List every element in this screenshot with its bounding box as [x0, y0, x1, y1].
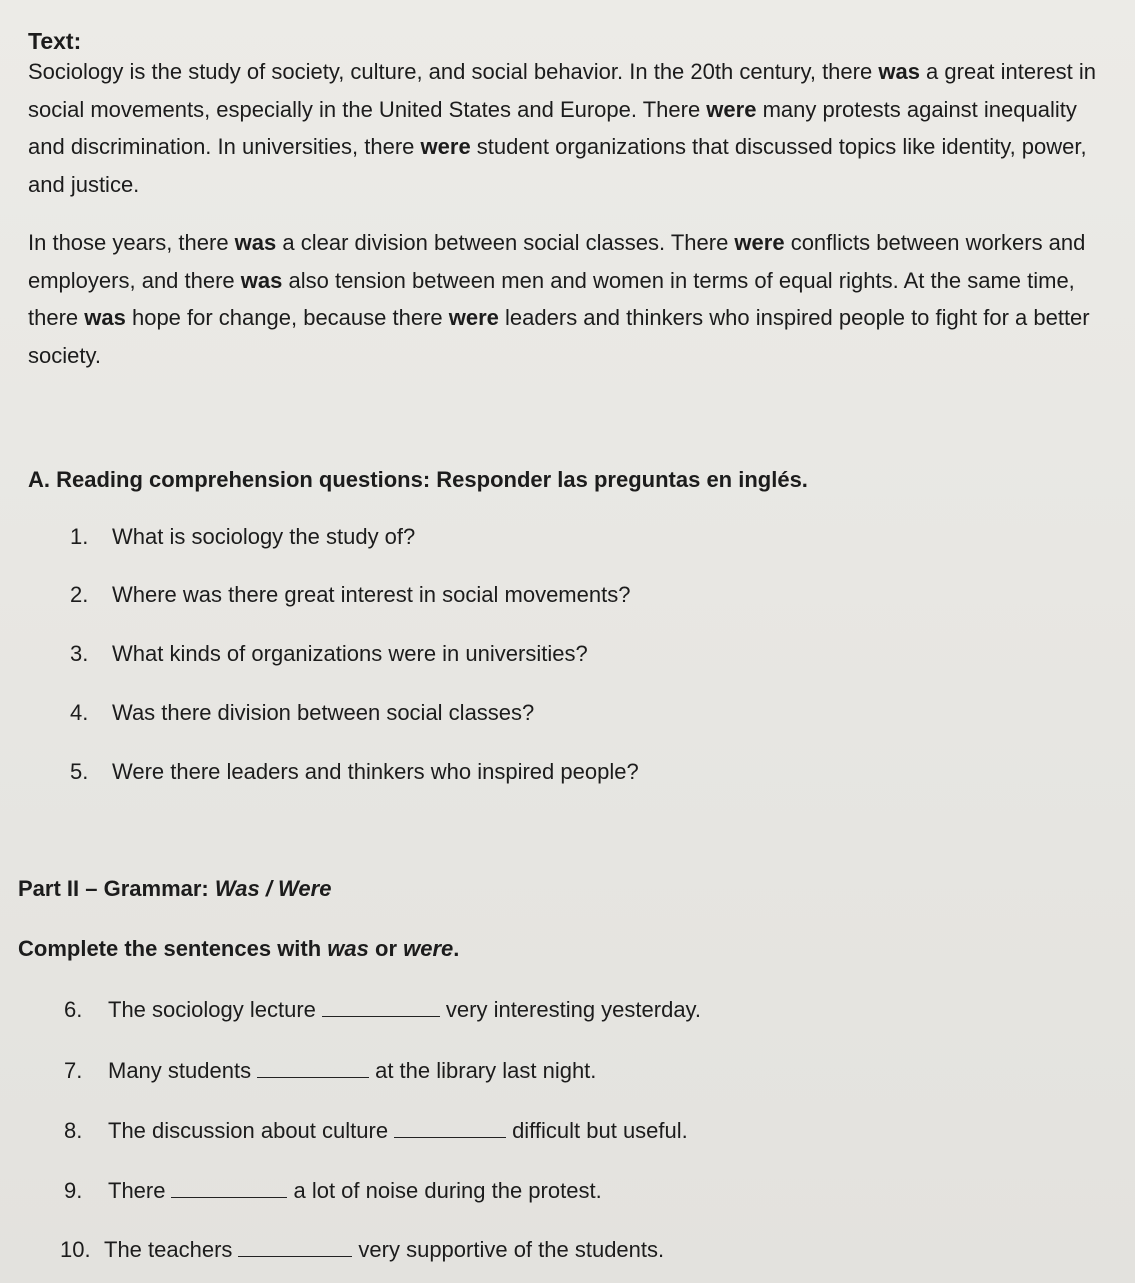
- instruction-end: .: [453, 936, 460, 961]
- p2-seg: also tension between men and women in terms of equal rights. At the same time, there: [28, 267, 1075, 330]
- instruction-were: were: [403, 936, 454, 961]
- p1-bold: were: [420, 134, 471, 159]
- question-number: 1.: [70, 524, 89, 549]
- p2-bold: was: [84, 305, 126, 330]
- sentence-number: 7.: [64, 1058, 83, 1083]
- sentence-before: There: [108, 1178, 166, 1203]
- sentence-before: The discussion about culture: [108, 1118, 389, 1143]
- p1-seg: a great interest in social movements, especially in the United States and Europe. There: [28, 59, 1097, 122]
- part-2-heading-italic: Was / Were: [214, 876, 332, 901]
- p2-seg: hope for change, because there: [125, 305, 449, 330]
- sentence-after: difficult but useful.: [512, 1118, 688, 1143]
- part-2-heading-prefix: Part II – Grammar:: [18, 876, 215, 901]
- question-number: 4.: [70, 700, 89, 725]
- p2-seg: leaders and thinkers who inspired people to fight for a better society.: [28, 305, 1090, 368]
- p1-bold: were: [706, 96, 757, 122]
- p1-seg: many protests against inequality and discrimination. In universities, there: [28, 96, 1077, 159]
- text-label: Text:: [28, 28, 82, 54]
- section-a-heading: A. Reading comprehension questions: Responder las preguntas en inglés.: [28, 467, 808, 492]
- sentence-number: 9.: [64, 1178, 83, 1203]
- part-2-instruction: [18, 936, 459, 962]
- sentence-after: very supportive of the students.: [358, 1237, 665, 1262]
- question-text: Were there leaders and thinkers who inspired people?: [112, 759, 639, 784]
- sentence-after: very interesting yesterday.: [445, 997, 702, 1022]
- answer-blank-6[interactable]: [322, 998, 440, 1017]
- p2-bold: were: [448, 305, 499, 330]
- question-3: [70, 641, 588, 667]
- sentence-number: 6.: [64, 997, 83, 1022]
- instruction-prefix: Complete the sentences with: [18, 936, 328, 961]
- sentence-9: [64, 1178, 602, 1204]
- question-text: Was there division between social classes?: [112, 700, 535, 725]
- question-1: [70, 524, 415, 550]
- answer-blank-9[interactable]: [171, 1179, 287, 1198]
- question-text: What is sociology the study of?: [112, 524, 416, 549]
- p2-bold: was: [240, 267, 283, 293]
- question-4: [70, 700, 534, 726]
- question-number: 5.: [70, 759, 89, 784]
- p2-bold: were: [734, 230, 785, 255]
- p1-bold: was: [878, 59, 920, 84]
- question-text: Where was there great interest in social movements?: [112, 582, 631, 607]
- p2-bold: was: [234, 230, 277, 255]
- p2-seg: conflicts between workers and employers, and there: [28, 230, 1086, 293]
- sentence-number: 8.: [64, 1118, 83, 1143]
- part-2-heading: [18, 876, 331, 902]
- sentence-after: at the library last night.: [375, 1058, 597, 1083]
- sentence-10: [60, 1237, 664, 1263]
- sentence-8: [64, 1118, 688, 1144]
- p1-seg: Sociology is the study of society, culture, and social behavior. In the 20th century, there: [28, 59, 879, 84]
- p2-seg: In those years, there: [28, 230, 235, 255]
- instruction-was: was: [327, 936, 369, 961]
- sentence-number: 10.: [60, 1237, 91, 1262]
- answer-blank-10[interactable]: [238, 1238, 352, 1257]
- sentence-before: Many students: [108, 1058, 252, 1083]
- sentence-before: The sociology lecture: [108, 997, 316, 1022]
- p1-seg: student organizations that discussed topics like identity, power, and justice.: [28, 134, 1087, 197]
- sentence-6: [64, 997, 701, 1023]
- paragraph-2: [28, 224, 1108, 374]
- question-number: 3.: [70, 641, 89, 666]
- question-5: [70, 759, 639, 785]
- p2-seg: a clear division between social classes. There: [276, 230, 735, 255]
- question-number: 2.: [70, 582, 89, 607]
- question-2: [70, 582, 630, 608]
- sentence-before: The teachers: [104, 1237, 233, 1262]
- paragraph-1: [28, 53, 1108, 203]
- instruction-or: or: [368, 936, 404, 961]
- question-text: What kinds of organizations were in universities?: [112, 641, 588, 666]
- answer-blank-8[interactable]: [394, 1119, 506, 1138]
- sentence-after: a lot of noise during the protest.: [293, 1178, 602, 1203]
- sentence-7: [64, 1058, 596, 1084]
- answer-blank-7[interactable]: [257, 1059, 369, 1078]
